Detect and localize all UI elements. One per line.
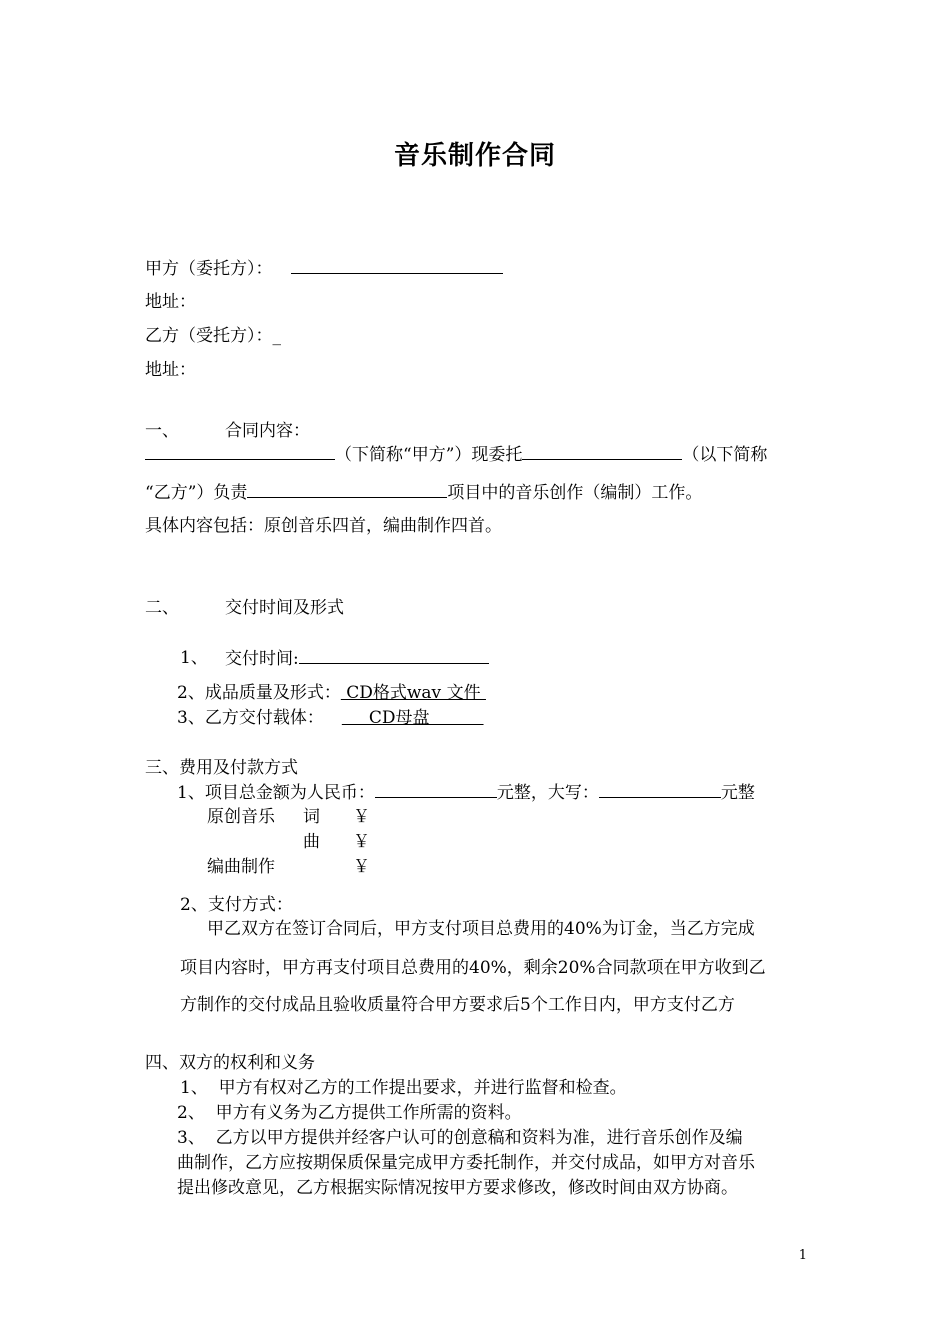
- delivery-media-value: CD母盘: [341, 708, 484, 728]
- payment-para-line3: 方制作的交付成品且验收质量符合甲方要求后5个工作日内，甲方支付乙方: [180, 995, 735, 1015]
- arrangement-yen: ￥: [353, 857, 370, 877]
- section1-line2-end: 项目中的音乐创作（编制）工作。: [447, 483, 703, 503]
- section2-number: 二、: [145, 598, 179, 618]
- project-name-blank[interactable]: [247, 481, 447, 498]
- payment-method-label: 2、支付方式：: [180, 895, 293, 915]
- document-title: 音乐制作合同: [393, 141, 556, 171]
- total-amount-label: 1、项目总金额为人民币：: [177, 783, 375, 803]
- section4-item2: 2、 甲方有义务为乙方提供工作所需的资料。: [177, 1103, 522, 1123]
- section1-heading: 合同内容：: [225, 421, 310, 441]
- party-a-line: [145, 257, 503, 280]
- section1-line2: [145, 481, 702, 504]
- section2-item3: [177, 707, 484, 729]
- section2-item2: [177, 682, 486, 704]
- section2-item1-number: 1、: [180, 648, 208, 668]
- total-amount-end: 元整: [720, 783, 755, 803]
- total-amount-mid: 元整，大写：: [496, 783, 599, 803]
- quality-format-value: CD格式wav 文件: [340, 683, 486, 703]
- party-a-blank[interactable]: [291, 257, 503, 274]
- melody-label: 曲: [303, 832, 320, 852]
- amount-in-words-blank[interactable]: [599, 781, 721, 798]
- section1-line1: [145, 443, 767, 466]
- section2-item1: [225, 647, 489, 670]
- section3-item1: [177, 781, 755, 804]
- party-b-label: 乙方（受托方）：_: [145, 326, 281, 346]
- melody-yen: ￥: [353, 832, 370, 852]
- section4-item3-line1: 3、 乙方以甲方提供并经客户认可的创意稿和资料为准，进行音乐创作及编: [177, 1128, 743, 1148]
- address-b-label: 地址：: [145, 360, 196, 380]
- section4-heading: 四、双方的权利和义务: [145, 1053, 315, 1073]
- arrangement-label: 编曲制作: [207, 857, 275, 877]
- party-a-label: 甲方（委托方）：: [145, 259, 273, 279]
- payment-para-line2: 项目内容时，甲方再支付项目总费用的40%，剩余20%合同款项在甲方收到乙: [180, 958, 766, 978]
- lyrics-label: 词: [303, 807, 320, 827]
- section4-item1: 1、 甲方有权对乙方的工作提出要求，并进行监督和检查。: [180, 1078, 627, 1098]
- delivery-media-label: 3、乙方交付载体：: [177, 708, 324, 728]
- quality-format-label: 2、成品质量及形式：: [177, 683, 341, 703]
- client-name-blank[interactable]: [145, 443, 335, 460]
- section1-line2-start: “乙方”）负责: [145, 483, 248, 503]
- address-a-label: 地址：: [145, 292, 196, 312]
- section1-line3: 具体内容包括：原创音乐四首，编曲制作四首。: [145, 516, 502, 536]
- delivery-time-label: 交付时间:: [225, 649, 299, 669]
- payment-para-line1: 甲乙双方在签订合同后，甲方支付项目总费用的40%为订金，当乙方完成: [207, 919, 755, 939]
- section1-number: 一、: [145, 421, 179, 441]
- page-number: 1: [798, 1248, 807, 1263]
- contractor-name-blank[interactable]: [522, 443, 682, 460]
- section2-heading: 交付时间及形式: [225, 598, 344, 618]
- section4-item3-line2: 曲制作，乙方应按期保质保量完成甲方委托制作，并交付成品，如甲方对音乐: [177, 1153, 755, 1173]
- section3-heading: 三、费用及付款方式: [145, 758, 298, 778]
- original-music-label: 原创音乐: [207, 807, 275, 827]
- section4-item3-line3: 提出修改意见，乙方根据实际情况按甲方要求修改，修改时间由双方协商。: [177, 1178, 738, 1198]
- total-amount-blank[interactable]: [375, 781, 497, 798]
- delivery-time-blank[interactable]: [299, 647, 489, 664]
- lyrics-yen: ￥: [353, 807, 370, 827]
- section1-line1-mid: （下简称“甲方”）现委托: [335, 445, 523, 465]
- section1-line1-end: （以下简称: [682, 445, 768, 465]
